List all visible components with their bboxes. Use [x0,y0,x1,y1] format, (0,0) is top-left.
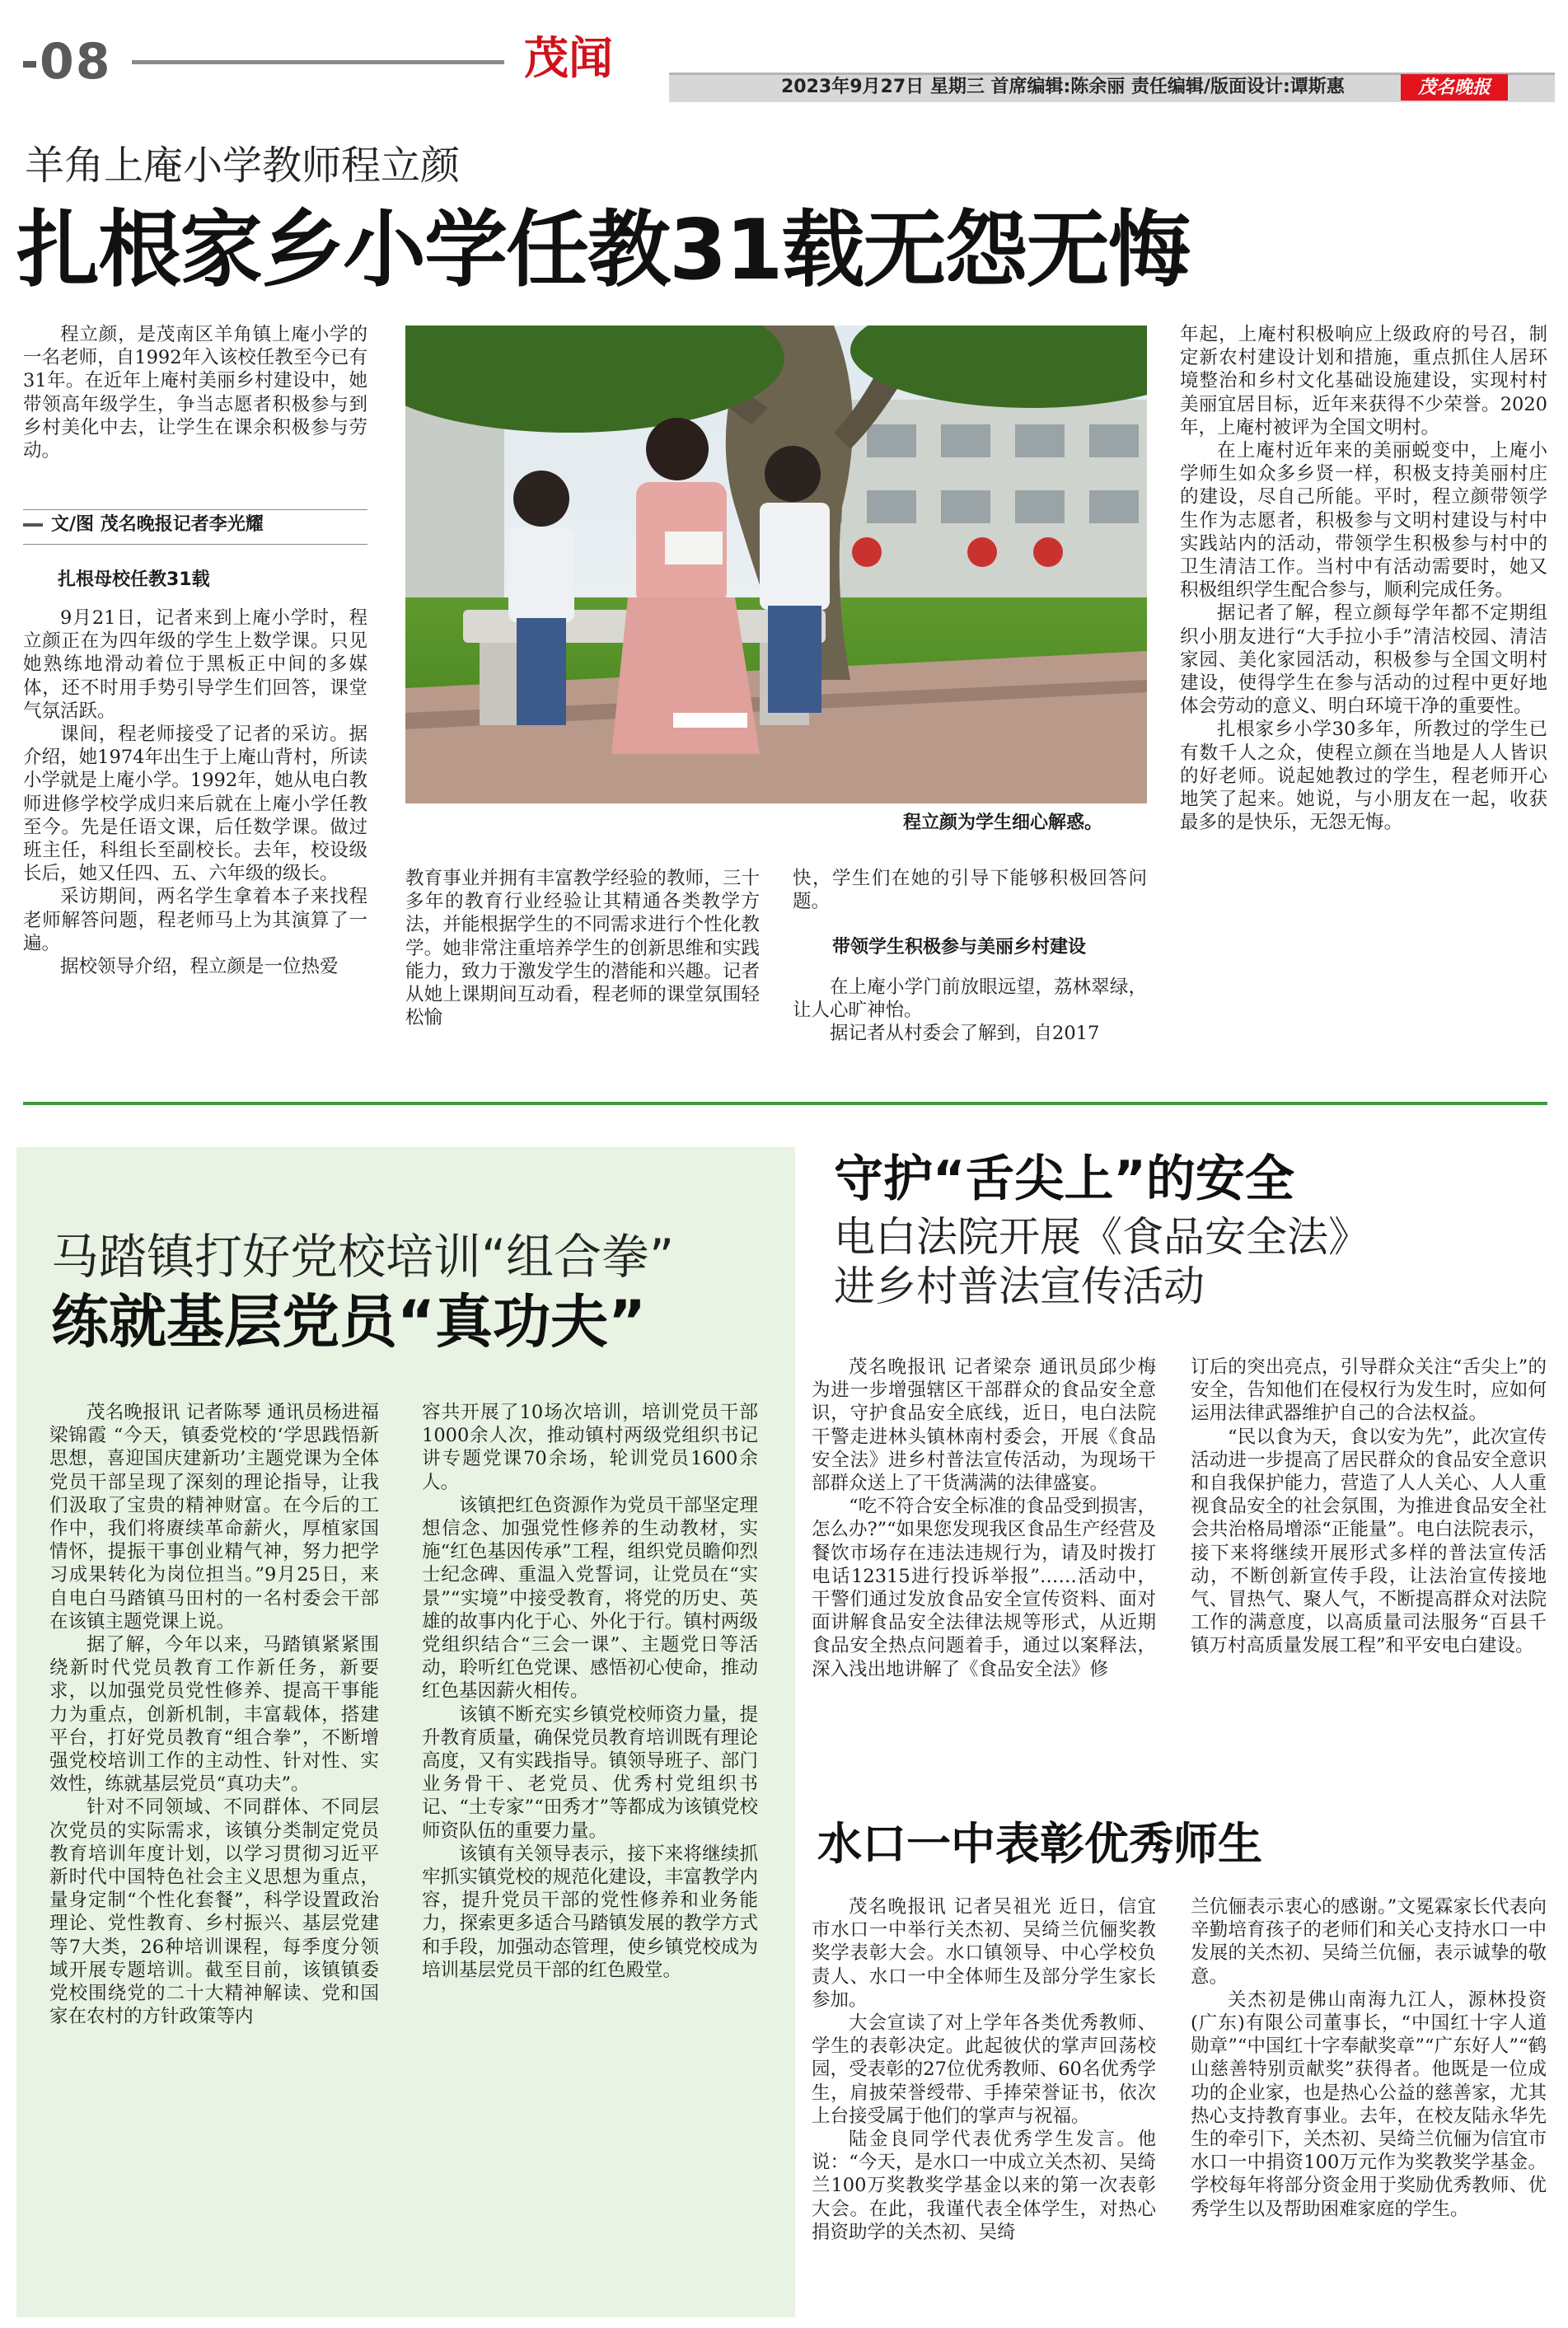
article2-title-line2: 练就基层党员“真功夫” [51,1288,647,1356]
newspaper-logo: 茂名晚报 [1401,74,1508,101]
article1-col4-body: 年起，上庵村积极响应上级政府的号召，制定新农村建设计划和措施，重点抓住人居环境整治和乡村文化基础设施建设，实现村村美丽宜居目标，近年来获得不少荣誉。2020年，上庵村被评为全国文明村。 在上庵村近年来的美丽蜕变中，上庵小学师生如众多乡贤一样，积极支持美丽村庄的建设，尽自己所能。平时，程立颜带领学生作为志愿者，积极参与文明村建设与村中实践站内的活动，带领学生积极参与村中的卫生清洁工作。当村中有活动需要时，她又积极组织学生配合参与，顺利完成任务。 据记者了解，程立颜每学年都不定期组织小朋友进行“大手拉小手”清洁校园、清洁家园、美化家园活动，积极参与全国文明村建设，使得学生在参与活动的过程中更好地体会劳动的意义、明白环境干净的重要性。 扎根家乡小学30多年，所教过的学生已有数千人之众，使程立颜在当地是人人皆识的好老师。说起她教过的学生，程老师开心地笑了起来。她说，与小朋友在一起，收获最多的是快乐，无怨无悔。 [1180,324,1547,834]
article1-col1-body: 9月21日，记者来到上庵小学时，程立颜正在为四年级的学生上数学课。只见她熟练地滑动着位于黑板正中间的多媒体，还不时用手势引导学生们回答，课堂气氛活跃。 课间，程老师接受了记者的采访。据介绍，她1974年出生于上庵山背村，所读小学就是上庵小学。1992年，她从电白教师进修学校学成归来后就在上庵小学任教至今。先是任语文课，后任数学课。做过班主任，科组长至副校长。去年，校设级长后，她又任四、五、六年级的级长。 采访期间，两名学生拿着本子来找程老师解答问题，程老师马上为其演算了一遍。 据校领导介绍，程立颜是一位热爱 [23,607,367,978]
photo-caption: 程立颜为学生细心解惑。 [903,813,1103,833]
article1-photo [405,326,1147,803]
article1-col3-body2: 在上庵小学门前放眼远望，荔林翠绿，让人心旷神怡。 据记者从村委会了解到，自2017 [793,977,1147,1045]
dateline: 2023年9月27日 星期三 首席编辑:陈余丽 责任编辑/版面设计:谭斯惠 [781,77,1345,97]
page-header [0,0,1568,107]
article3-title: 守护“舌尖上”的安全 [834,1150,1294,1208]
article1-subhead1: 扎根母校任教31载 [58,569,210,590]
article1-subtitle: 羊角上庵小学教师程立颜 [25,143,461,189]
article3-col2-body: 订后的突出亮点，引导群众关注“舌尖上”的安全，告知他们在侵权行为发生时，应如何运用法律武器维护自己的合法权益。 “民以食为天，食以安为先”，此次宣传活动进一步提高了居民群众的食品安全意识和自我保护能力，营造了人人关心、人人重视食品安全的社会氛围，为推进食品安全社会共治格局增添“正能量”。电白法院表示，接下来将继续开展形式多样的普法宣传活动，不断创新宣传手段，让法治宣传接地气、冒热气、聚人气，不断提高群众对法院工作的满意度，以高质量司法服务“百县千镇万村高质量发展工程”和平安电白建设。 [1191,1356,1547,1657]
article1-title: 扎根家乡小学任教31载无怨无悔 [16,201,1190,298]
article4-col2-body: 兰伉俪表示衷心的感谢。”文冕霖家长代表向辛勤培育孩子的老师们和关心支持水口一中发展的关杰初、吴绮兰伉俪，表示诚挚的敬意。 关杰初是佛山南海九江人，源林投资(广东)有限公司董事长，“中国红十字人道勋章”“中国红十字奉献奖章”“广东好人”“鹤山慈善特别贡献奖”获得者。他既是一位成功的企业家，也是热心公益的慈善家，尤其热心支持教育事业。去年，在校友陆永华先生的牵引下，关杰初、吴绮兰伉俪为信宜市水口一中捐资100万元作为奖教奖学基金。学校每年将部分资金用于奖励优秀教师、优秀学生以及帮助困难家庭的学生。 [1191,1896,1547,2220]
article1-col2-body: 教育事业并拥有丰富教学经验的教师，三十多年的教育行业经验让其精通各类教学方法，并能根据学生的不同需求进行个性化教学。她非常注重培养学生的创新思维和实践能力，致力于激发学生的潜能和兴趣。记者从她上课期间互动看，程老师的课堂氛围轻松愉 [405,868,760,1029]
header-rule-left [132,60,504,64]
article4-title: 水口一中表彰优秀师生 [817,1818,1262,1870]
byline-rule-bottom [23,544,367,545]
article1-byline: 文/图 茂名晚报记者李光耀 [23,511,367,544]
article4-col1-body: 茂名晚报讯 记者吴祖光 近日，信宜市水口一中举行关杰初、吴绮兰伉俪奖教奖学表彰大会。水口镇领导、中心学校负责人、水口一中全体师生及部分学生家长参加。 大会宣读了对上学年各类优秀教师、学生的表彰决定。此起彼伏的掌声回荡校园，受表彰的27位优秀教师、60名优秀学生，肩披荣誉绶带、手捧荣誉证书，依次上台接受属于他们的掌声与祝福。 陆金良同学代表优秀学生发言。他说：“今天，是水口一中成立关杰初、吴绮兰100万奖教奖学基金以来的第一次表彰大会。在此，我谨代表全体学生，对热心捐资助学的关杰初、吴绮 [812,1896,1156,2243]
article3-subtitle-line1: 电白法院开展《食品安全法》 [834,1213,1369,1261]
article2-col1-body: 茂名晚报讯 记者陈琴 通讯员杨进福 梁锦霞 “今天，镇委党校的‘学思践悟新思想，喜迎国庆建新功’主题党课为全体党员干部呈现了深刻的理论指导，让我们汲取了宝贵的精神财富。在今后的工作中，我们将赓续革命薪火，厚植家国情怀，提振干事创业精气神，努力把学习成果转化为岗位担当。”9月25日，来自电白马踏镇马田村的一名村委会干部在该镇主题党课上说。 据了解，今年以来，马踏镇紧紧围绕新时代党员教育工作新任务，新要求，以加强党员党性修养、提高干事能力为重点，创新机制，丰富载体，搭建平台，打好党员教育“组合拳”，不断增强党校培训工作的主动性、针对性、实效性，练就基层党员“真功夫”。 针对不同领域、不同群体、不同层次党员的实际需求，该镇分类制定党员教育培训年度计划，以学习贯彻习近平新时代中国特色社会主义思想为重点，量身定制“个性化套餐”，科学设置政治理论、党性教育、乡村振兴、基层党建等7大类，26种培训课程，每季度分领域开展专题培训。截至目前，该镇镇委党校围绕党的二十大精神解读、党和国家在农村的方针政策等内 [49,1402,379,2028]
article2-title-line1: 马踏镇打好党校培训“组合拳” [51,1229,675,1285]
article3-col1-body: 茂名晚报讯 记者梁奈 通讯员邱少梅 为进一步增强辖区干部群众的食品安全意识，守护食品安全底线，近日，电白法院干警走进林头镇林南村委会，开展《食品安全法》进乡村普法宣传活动，为现场干部群众送上了干货满满的法律盛宴。 “吃不符合安全标准的食品受到损害，怎么办?”“如果您发现我区食品生产经营及餐饮市场存在违法违规行为，请及时拨打电话12315进行投诉举报”……活动中，干警们通过发放食品安全宣传资料、面对面讲解食品安全法律法规等形式，从近期食品安全热点问题着手，通过以案释法，深入浅出地讲解了《食品安全法》修 [812,1356,1156,1680]
article1-col3-body: 快，学生们在她的引导下能够积极回答问题。 [793,868,1147,913]
byline-rule [23,509,367,510]
page-number: 08 [23,33,112,91]
article1-intro: 程立颜，是茂南区羊角镇上庵小学的一名老师，自1992年入该校任教至今已有31年。在近年上庵村美丽乡村建设中，她带领高年级学生，争当志愿者积极参与到乡村美化中去，让学生在课余积极参与劳动。 [23,324,367,462]
section-title: 茂闻 [524,31,613,84]
article1-subhead2: 带领学生积极参与美丽乡村建设 [832,937,1087,958]
section-divider [23,1102,1547,1105]
photo-teacher-students [405,326,1147,803]
article2-col2-body: 容共开展了10场次培训，培训党员干部1000余人次，推动镇村两级党组织书记讲专题党课70余场，轮训党员1600余人。 该镇把红色资源作为党员干部坚定理想信念、加强党性修养的生动教材，实施“红色基因传承”工程，组织党员瞻仰烈士纪念碑、重温入党誓词，让党员在“实景”“实境”中接受教育，将党的历史、英雄的故事内化于心、外化于行。镇村两级党组织结合“三会一课”、主题党日等活动，聆听红色党课、感悟初心使命，推动红色基因薪火相传。 该镇不断充实乡镇党校师资力量，提升教育质量，确保党员教育培训既有理论高度，又有实践指导。镇领导班子、部门业务骨干、老党员、优秀村党组织书记、“土专家”“田秀才”等都成为该镇党校师资队伍的重要力量。 该镇有关领导表示，接下来将继续抓牢抓实镇党校的规范化建设，丰富教学内容，提升党员干部的党性修养和业务能力，探索更多适合马踏镇发展的教学方式和手段，加强动态管理，使乡镇党校成为培训基层党员干部的红色殿堂。 [422,1402,758,1981]
article3-subtitle-line2: 进乡村普法宣传活动 [834,1262,1205,1310]
